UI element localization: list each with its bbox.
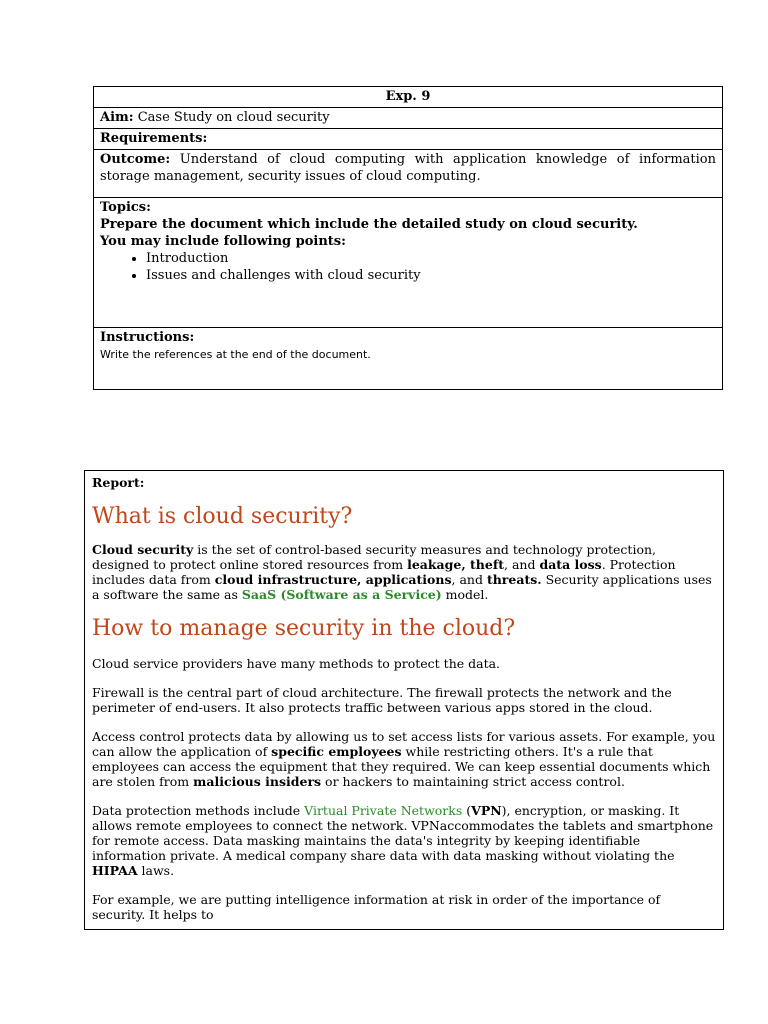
text-span: Security applications uses a software the same as: [92, 572, 712, 602]
text-span: (: [462, 803, 472, 818]
term-threats: threats.: [486, 572, 542, 587]
aim-row: [94, 108, 723, 129]
text-span: is the set of control-based security measures and technology protection, designed to protect online stored resources from: [92, 542, 656, 572]
text-span: . Protection includes data from: [92, 557, 676, 587]
text-span: ), encryption, or masking. It allows remote employees to connect the network. VPNaccommodates the tablets and smartphone for remote access. Data masking maintains the data's integrity by keeping identifiable information private. A medical company share data with data masking without violating the: [92, 803, 714, 863]
text-span: , and: [451, 572, 487, 587]
outcome-row: [94, 150, 723, 198]
term-malicious-insiders: malicious insiders: [193, 774, 322, 789]
outcome-label: Outcome:: [100, 152, 171, 167]
report-label: Report:: [92, 475, 145, 490]
text-span: or hackers to maintaining strict access control.: [321, 774, 625, 789]
topics-item: • Introduction: [146, 250, 716, 267]
requirements-label: Requirements:: [94, 129, 723, 150]
topics-list: [100, 250, 716, 284]
instructions-label: Instructions:: [100, 330, 195, 345]
topics-label: Topics:: [100, 200, 151, 215]
aim-text: Case Study on cloud security: [137, 110, 330, 125]
text-span: Data protection methods include: [92, 803, 305, 818]
term-hipaa: HIPAA: [92, 863, 138, 878]
topics-row: [94, 198, 723, 328]
heading-what-is-cloud-security: What is cloud security?: [92, 504, 353, 529]
text-span: model.: [441, 587, 489, 602]
term-leakage-theft: leakage, theft: [407, 557, 505, 572]
instructions-text: Write the references at the end of the document.: [100, 348, 371, 361]
link-vpn[interactable]: Virtual Private Networks: [304, 803, 463, 818]
topics-line2: You may include following points:: [100, 234, 346, 249]
paragraph-data-protection: [92, 803, 716, 878]
topics-item: • Issues and challenges with cloud security: [146, 267, 716, 284]
aim-label: Aim:: [100, 110, 134, 125]
paragraph-access-control: [92, 729, 716, 789]
term-specific-employees: specific employees: [271, 744, 402, 759]
outcome-text: Understand of cloud computing with application knowledge of information storage management, security issues of cloud computing.: [100, 152, 716, 184]
report-box: [84, 470, 724, 930]
text-span: , and: [504, 557, 540, 572]
exp-title: Exp. 9: [94, 87, 723, 108]
heading-manage-security: How to manage security in the cloud?: [92, 616, 516, 641]
paragraph-example: For example, we are putting intelligence information at risk in order of the importance of security. It helps to: [92, 892, 661, 922]
topics-line1: Prepare the document which include the detailed study on cloud security.: [100, 217, 638, 232]
paragraph-definition: [92, 542, 716, 602]
link-saas[interactable]: SaaS (Software as a Service): [241, 587, 442, 602]
term-cloud-infra: cloud infrastructure, applications: [214, 572, 452, 587]
term-cloud-security: Cloud security: [92, 542, 194, 557]
term-vpn: VPN: [471, 803, 502, 818]
paragraph-firewall: Firewall is the central part of cloud architecture. The firewall protects the network and the perimeter of end-users. It also protects traffic between various apps stored in the cloud.: [92, 685, 672, 715]
term-data-loss: data loss: [539, 557, 602, 572]
experiment-table: [93, 86, 723, 390]
text-span: Access control protects data by allowing us to set access lists for various assets. For example, you can allow the application of: [92, 729, 716, 759]
instructions-row: [94, 328, 723, 390]
text-span: laws.: [137, 863, 175, 878]
text-span: while restricting others. It's a rule that employees can access the equipment that they required. We can keep essential documents which are stolen from: [92, 744, 711, 789]
paragraph-providers: Cloud service providers have many methods to protect the data.: [92, 656, 501, 671]
